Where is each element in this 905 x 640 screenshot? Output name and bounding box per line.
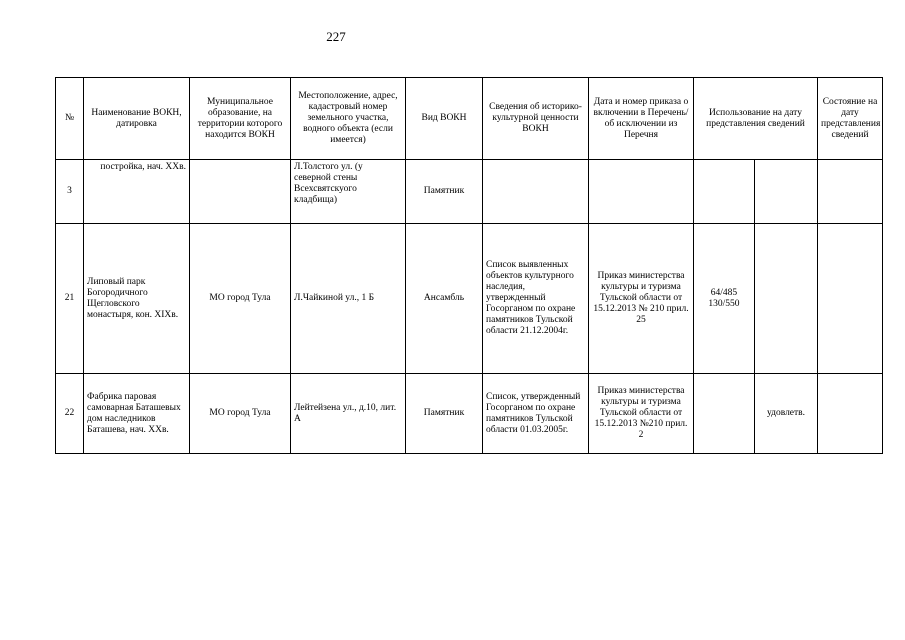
table-row — [56, 224, 883, 374]
header-num: № — [56, 78, 84, 160]
header-name: Наименование ВОКН, датировка — [84, 78, 190, 160]
cell-type: Памятник — [406, 374, 483, 454]
header-order: Дата и номер приказа о включении в Перечень/ об исключении из Перечня — [589, 78, 694, 160]
cell-state — [818, 374, 883, 454]
cell-state — [818, 160, 883, 224]
cell-name: Липовый парк Богородичного Щегловского монастыря, кон. XIXв. — [84, 224, 190, 374]
table-row — [56, 160, 883, 224]
header-state: Состояние на дату представления сведений — [818, 78, 883, 160]
cell-usage-1: 64/485 130/550 — [694, 224, 755, 374]
cell-location: Л.Чайкиной ул., 1 Б — [291, 224, 406, 374]
cell-num: 22 — [56, 374, 84, 454]
cell-usage-2: удовлетв. — [755, 374, 818, 454]
vokn-table — [55, 77, 883, 454]
cell-order: Приказ министерства культуры и туризма Тульской области от 15.12.2013 №210 прил. 2 — [589, 374, 694, 454]
cell-num: 3 — [56, 160, 84, 224]
page-number: 227 — [326, 29, 346, 44]
cell-usage-1 — [694, 160, 755, 224]
header-type: Вид ВОКН — [406, 78, 483, 160]
cell-municipality — [190, 160, 291, 224]
header-info: Сведения об историко-культурной ценности ВОКН — [483, 78, 589, 160]
header-usage: Использование на дату представления сведений — [694, 78, 818, 160]
cell-info: Список, утвержденный Госорганом по охране памятников Тульской области 01.03.2005г. — [483, 374, 589, 454]
cell-type: Ансамбль — [406, 224, 483, 374]
cell-name: Фабрика паровая самоварная Баташевых дом наследников Баташева, нач. ХХв. — [84, 374, 190, 454]
header-municipality: Муниципальное образование, на территории которого находится ВОКН — [190, 78, 291, 160]
cell-num: 21 — [56, 224, 84, 374]
cell-usage-2 — [755, 224, 818, 374]
cell-state — [818, 224, 883, 374]
header-row — [56, 78, 883, 160]
cell-usage-1 — [694, 374, 755, 454]
cell-usage-2 — [755, 160, 818, 224]
cell-type: Памятник — [406, 160, 483, 224]
cell-name: постройка, нач. ХХв. — [84, 160, 190, 224]
cell-info: Список выявленных объектов культурного наследия, утвержденный Госорганом по охране памятников Тульской области 21.12.2004г. — [483, 224, 589, 374]
cell-order: Приказ министерства культуры и туризма Тульской области от 15.12.2013 № 210 прил. 25 — [589, 224, 694, 374]
cell-municipality: МО город Тула — [190, 374, 291, 454]
cell-location: Л.Толстого ул. (у северной стены Всехсвятскуого кладбища) — [291, 160, 406, 224]
header-location: Местоположение, адрес, кадастровый номер земельного участка, водного объекта (если имеется) — [291, 78, 406, 160]
cell-municipality: МО город Тула — [190, 224, 291, 374]
cell-order — [589, 160, 694, 224]
cell-location: Лейтейзена ул., д.10, лит. А — [291, 374, 406, 454]
table-row — [56, 374, 883, 454]
cell-info — [483, 160, 589, 224]
